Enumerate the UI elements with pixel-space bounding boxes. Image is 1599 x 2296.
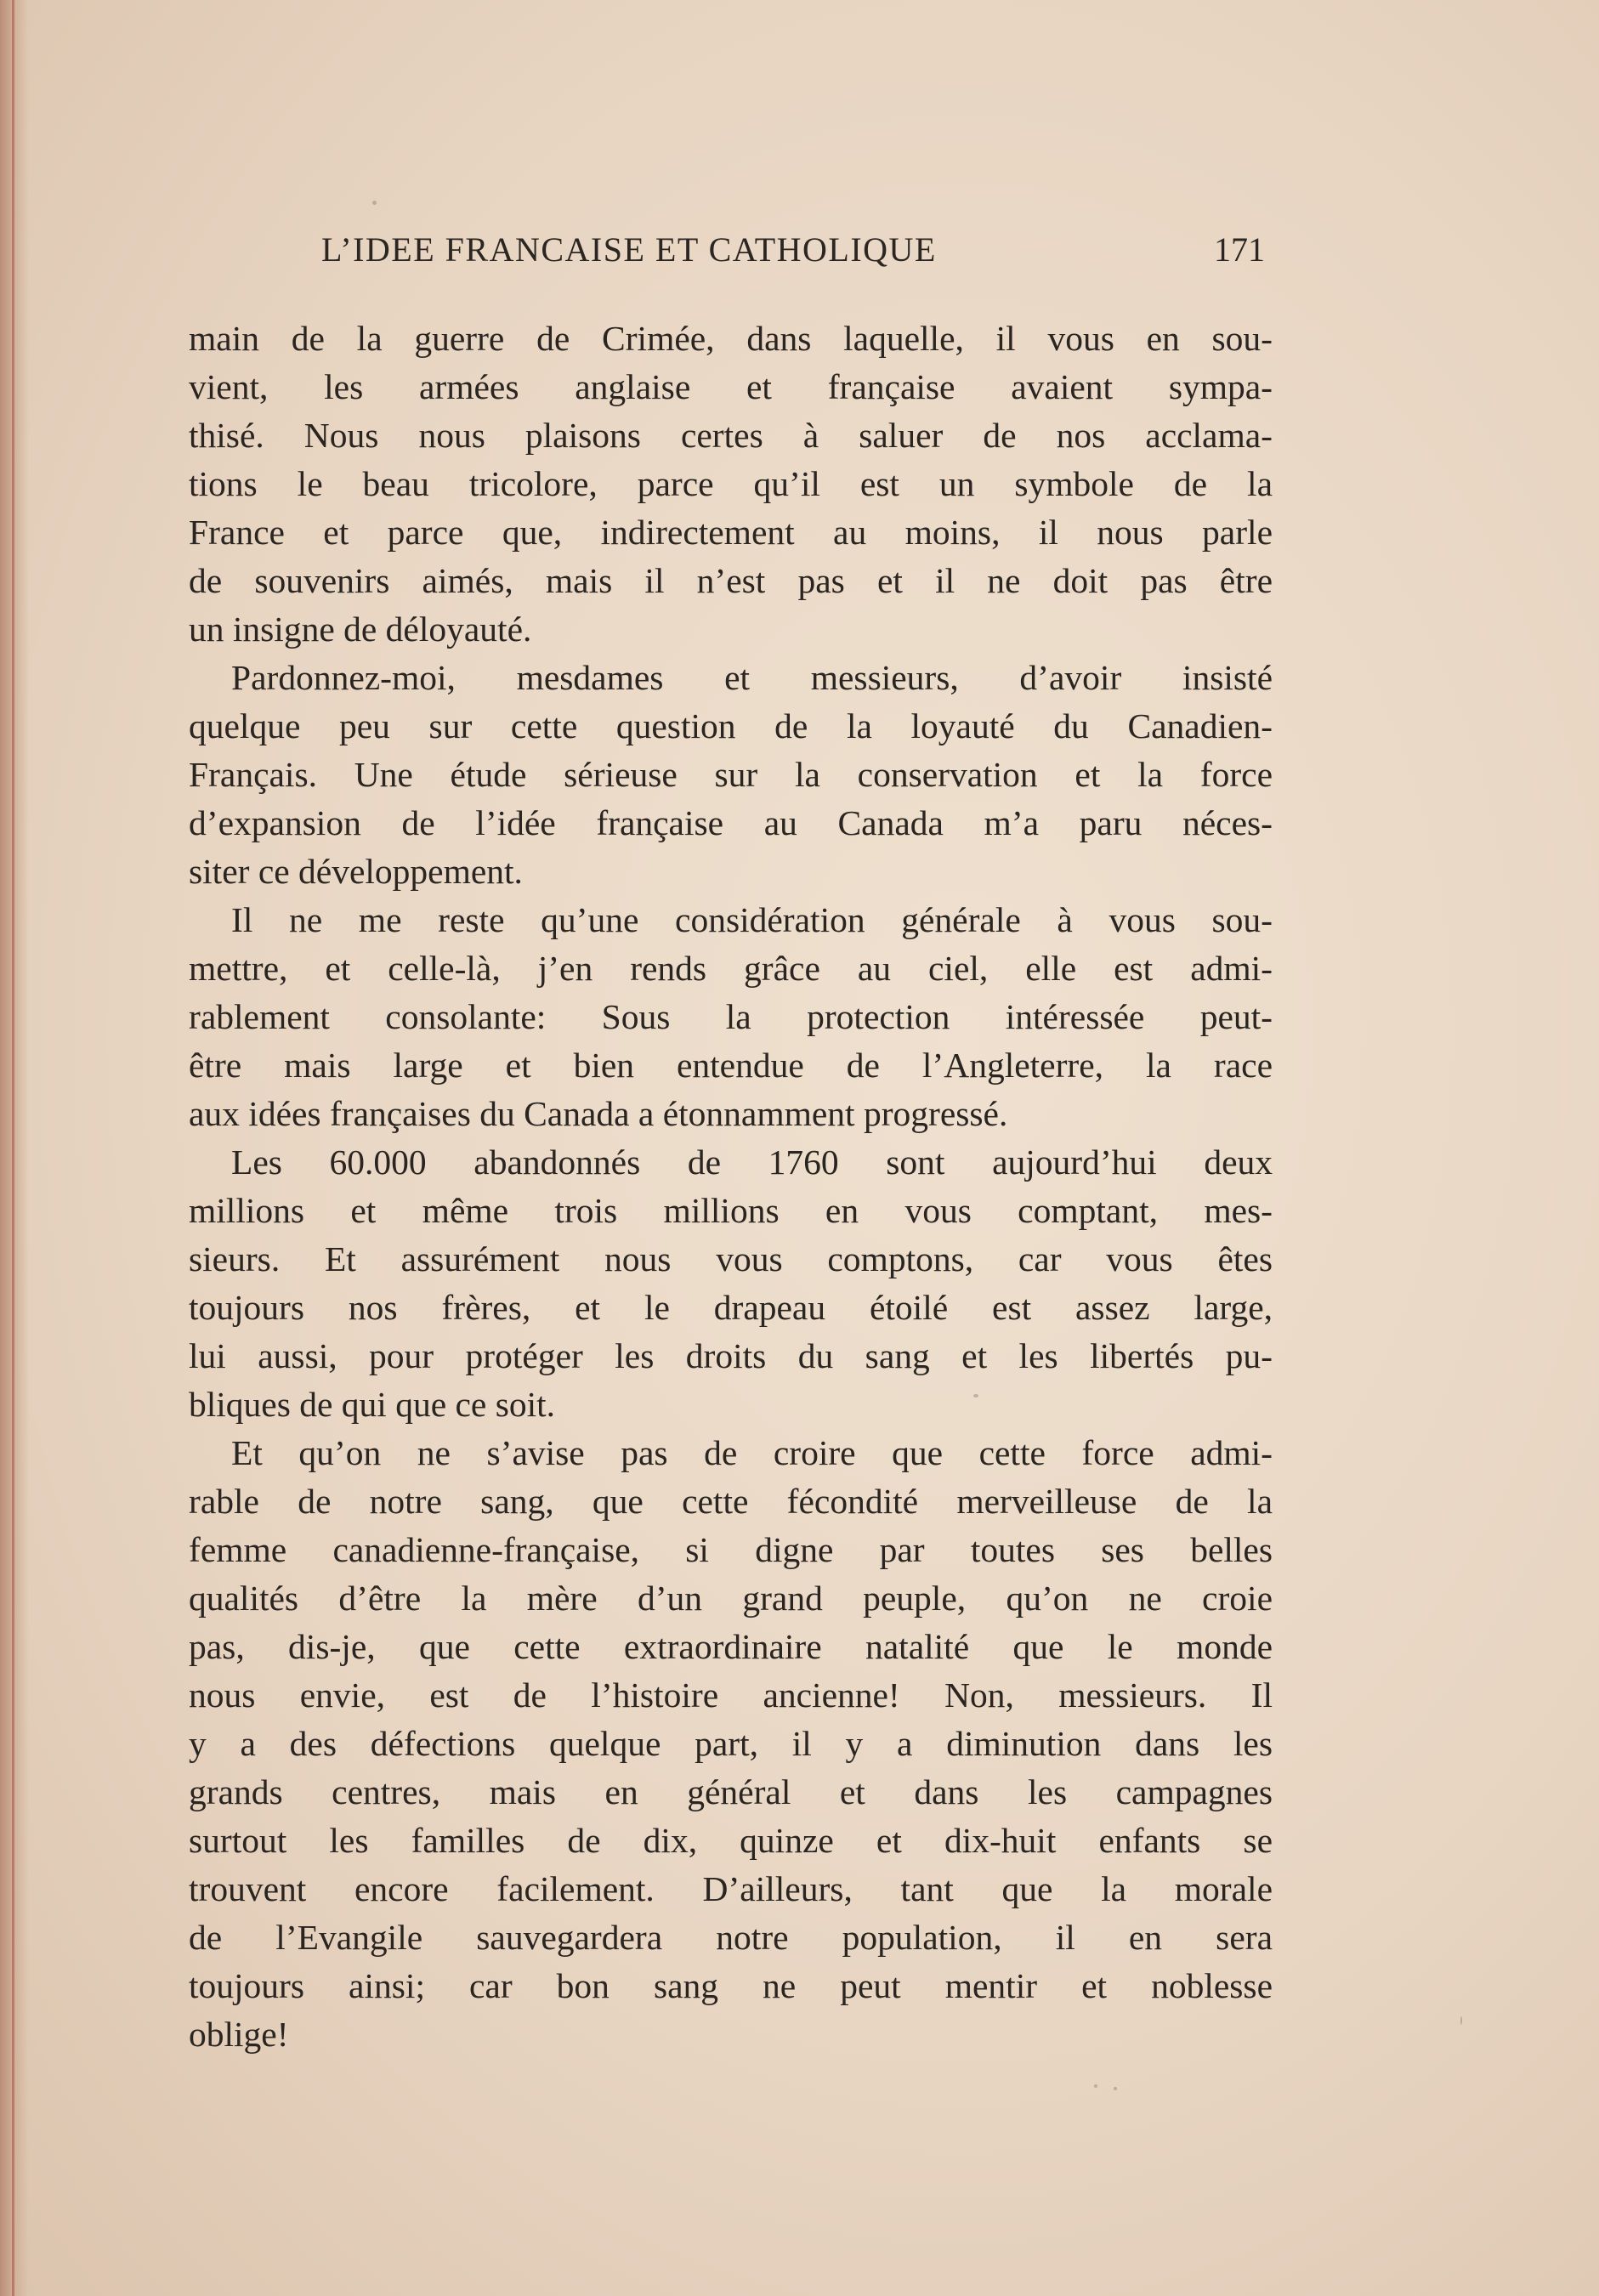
text-line: Et qu’on ne s’avise pas de croire que cette force admi- xyxy=(231,1433,1273,1472)
text-line: un insigne de déloyauté. xyxy=(189,609,532,649)
text-line: y a des défections quelque part, il y a diminution dans les xyxy=(189,1724,1273,1763)
text-line: sieurs. Et assurément nous vous comptons, car vous êtes xyxy=(189,1239,1273,1278)
text-line: thisé. Nous nous plaisons certes à saluer de nos acclama- xyxy=(189,416,1273,455)
text-line: nous envie, est de l’histoire ancienne! Non, messieurs. Il xyxy=(189,1675,1273,1715)
text-line: de souvenirs aimés, mais il n’est pas et il ne doit pas être xyxy=(189,561,1273,600)
text-line: toujours nos frères, et le drapeau étoilé est assez large, xyxy=(189,1288,1273,1327)
text-line: mettre, et celle-là, j’en rends grâce au ciel, elle est admi- xyxy=(189,949,1273,988)
text-line: rablement consolante: Sous la protection intéressée peut- xyxy=(189,997,1273,1036)
text-line: millions et même trois millions en vous comptant, mes- xyxy=(189,1191,1273,1230)
text-line: qualités d’être la mère d’un grand peuple, qu’on ne croie xyxy=(189,1579,1273,1618)
text-line: vient, les armées anglaise et française avaient sympa- xyxy=(189,367,1273,406)
text-line: surtout les familles de dix, quinze et dix-huit enfants se xyxy=(189,1821,1273,1860)
text-line: siter ce développement. xyxy=(189,852,523,891)
paragraph xyxy=(189,315,1273,654)
text-line: quelque peu sur cette question de la loyauté du Canadien- xyxy=(189,706,1273,745)
running-title: L’IDEE FRANCAISE ET CATHOLIQUE xyxy=(321,230,937,269)
text-line: Il ne me reste qu’une considération générale à vous sou- xyxy=(231,900,1273,939)
text-line: bliques de qui que ce soit. xyxy=(189,1385,556,1424)
text-line: pas, dis-je, que cette extraordinaire natalité que le monde xyxy=(189,1627,1273,1666)
paper-speck xyxy=(1114,2087,1117,2090)
page-number: 171 xyxy=(1214,230,1265,269)
text-line: lui aussi, pour protéger les droits du sang et les libertés pu- xyxy=(189,1336,1273,1375)
text-line: Français. Une étude sérieuse sur la conservation et la force xyxy=(189,755,1273,794)
paper-speck xyxy=(1460,2016,1462,2025)
text-line: être mais large et bien entendue de l’Angleterre, la race xyxy=(189,1046,1273,1085)
text-line: aux idées françaises du Canada a étonnamment progressé. xyxy=(189,1094,1008,1133)
paragraph xyxy=(189,654,1273,896)
text-line: Pardonnez-moi, mesdames et messieurs, d’avoir insisté xyxy=(231,658,1273,697)
text-line: tions le beau tricolore, parce qu’il est un symbole de la xyxy=(189,464,1273,503)
text-line: grands centres, mais en général et dans les campagnes xyxy=(189,1772,1273,1811)
paragraph xyxy=(189,1429,1273,2059)
text-line: oblige! xyxy=(189,2015,289,2054)
running-header xyxy=(321,230,1265,281)
text-line: femme canadienne-française, si digne par toutes ses belles xyxy=(189,1530,1273,1569)
paper-speck xyxy=(973,1394,978,1397)
text-line: main de la guerre de Crimée, dans laquelle, il vous en sou- xyxy=(189,319,1273,358)
paper-speck xyxy=(1094,2084,1097,2088)
paragraph xyxy=(189,1138,1273,1429)
binding-edge-line xyxy=(12,0,14,2296)
binding-shadow xyxy=(0,0,29,2296)
text-line: trouvent encore facilement. D’ailleurs, tant que la morale xyxy=(189,1869,1273,1908)
body-text xyxy=(189,315,1273,2059)
text-line: toujours ainsi; car bon sang ne peut mentir et noblesse xyxy=(189,1966,1273,2005)
text-line: d’expansion de l’idée française au Canada m’a paru néces- xyxy=(189,803,1273,842)
text-line: rable de notre sang, que cette fécondité merveilleuse de la xyxy=(189,1482,1273,1521)
paragraph xyxy=(189,896,1273,1138)
text-line: Les 60.000 abandonnés de 1760 sont aujourd’hui deux xyxy=(231,1142,1273,1182)
text-line: France et parce que, indirectement au moins, il nous parle xyxy=(189,513,1273,552)
text-line: de l’Evangile sauvegardera notre population, il en sera xyxy=(189,1918,1273,1957)
paper-speck xyxy=(372,201,377,205)
